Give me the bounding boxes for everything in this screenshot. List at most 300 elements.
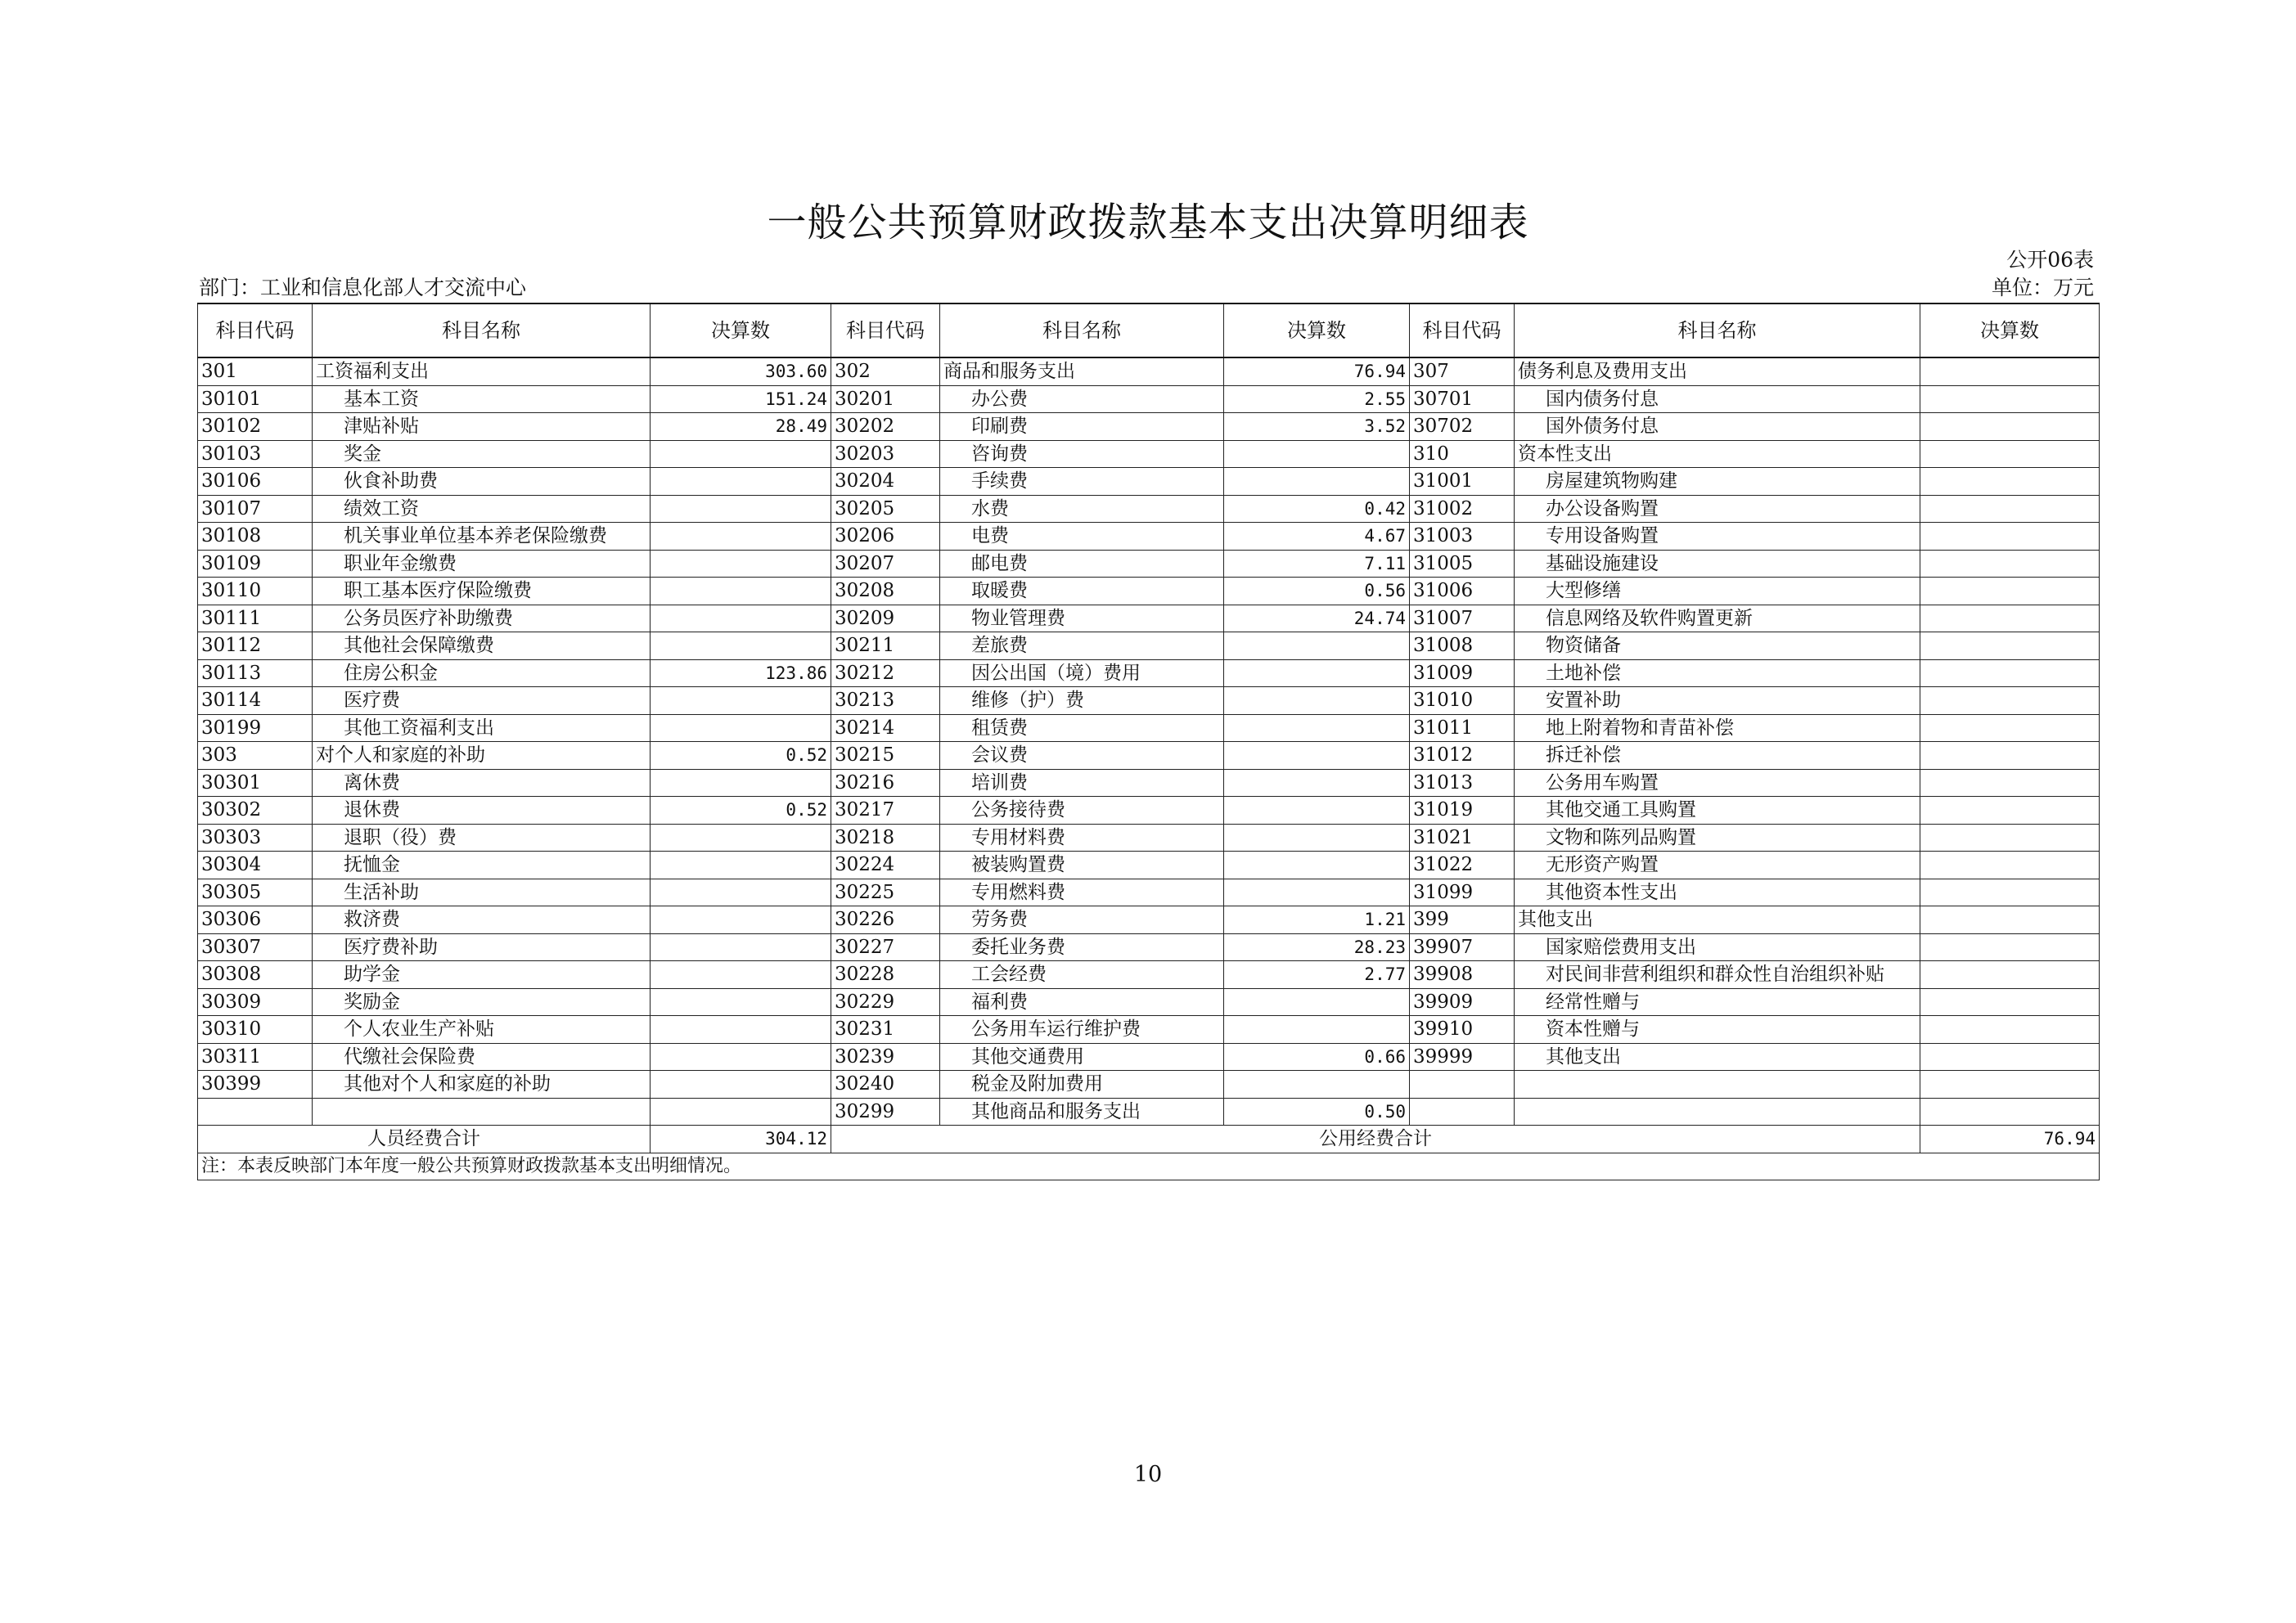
account-code-cell: 30205 xyxy=(831,495,940,523)
account-code-cell: 30306 xyxy=(198,906,313,934)
account-name-text: 绩效工资 xyxy=(344,497,419,519)
table-row xyxy=(198,769,2100,797)
account-name-cell xyxy=(940,1098,1224,1126)
account-code-cell: 31005 xyxy=(1410,550,1515,578)
account-name-text: 生活补助 xyxy=(344,881,419,903)
amount-cell xyxy=(1920,879,2100,906)
totals-row xyxy=(198,1126,2100,1153)
amount-cell xyxy=(651,714,831,742)
header-cell: 科目代码 xyxy=(831,303,940,357)
amount-cell: 4.67 xyxy=(1224,523,1410,551)
account-code-cell: 399 xyxy=(1410,906,1515,934)
account-name-text: 专用设备购置 xyxy=(1546,525,1659,547)
account-name-cell xyxy=(313,1043,651,1071)
account-name-text: 医疗费补助 xyxy=(344,936,438,958)
account-name-text: 资本性支出 xyxy=(1518,443,1612,465)
account-code-cell: 30215 xyxy=(831,742,940,770)
account-code-cell: 307 xyxy=(1410,357,1515,385)
account-name-text: 个人农业生产补贴 xyxy=(344,1018,494,1041)
amount-cell: 0.52 xyxy=(651,797,831,825)
header-cell: 科目代码 xyxy=(198,303,313,357)
amount-cell xyxy=(1224,1071,1410,1099)
account-code-cell: 30111 xyxy=(198,605,313,632)
amount-cell xyxy=(1920,632,2100,660)
table-row xyxy=(198,906,2100,934)
account-name-cell xyxy=(940,769,1224,797)
account-name-text: 国内债务付息 xyxy=(1546,388,1659,410)
table-row xyxy=(198,1043,2100,1071)
account-name-cell xyxy=(313,714,651,742)
account-name-cell xyxy=(1515,988,1920,1016)
account-code-cell: 31013 xyxy=(1410,769,1515,797)
account-name-text: 办公费 xyxy=(971,388,1028,410)
account-code-cell: 31022 xyxy=(1410,852,1515,879)
table-row xyxy=(198,605,2100,632)
personnel-total-value: 304.12 xyxy=(651,1126,831,1153)
amount-cell: 123.86 xyxy=(651,659,831,687)
amount-cell xyxy=(651,440,831,468)
account-code-cell: 30102 xyxy=(198,413,313,441)
account-name-cell xyxy=(940,385,1224,413)
account-name-cell xyxy=(1515,605,1920,632)
amount-cell xyxy=(651,1098,831,1126)
account-code-cell xyxy=(1410,1071,1515,1099)
table-row xyxy=(198,385,2100,413)
account-code-cell: 31010 xyxy=(1410,687,1515,715)
amount-cell: 28.23 xyxy=(1224,933,1410,961)
account-code-cell: 31011 xyxy=(1410,714,1515,742)
amount-cell xyxy=(1920,824,2100,852)
table-row xyxy=(198,1016,2100,1044)
amount-cell xyxy=(651,578,831,605)
table-row xyxy=(198,742,2100,770)
account-name-text: 房屋建筑物购建 xyxy=(1546,470,1677,492)
unit-label: 单位：万元 xyxy=(1991,276,2094,299)
header-cell: 决算数 xyxy=(1920,303,2100,357)
account-name-cell xyxy=(313,1016,651,1044)
account-code-cell: 31009 xyxy=(1410,659,1515,687)
account-name-cell xyxy=(313,550,651,578)
amount-cell xyxy=(1920,413,2100,441)
amount-cell: 28.49 xyxy=(651,413,831,441)
account-name-cell xyxy=(940,1071,1224,1099)
table-row xyxy=(198,632,2100,660)
account-name-cell xyxy=(940,357,1224,385)
account-name-cell xyxy=(1515,440,1920,468)
amount-cell xyxy=(1920,769,2100,797)
amount-cell xyxy=(1920,578,2100,605)
account-name-cell xyxy=(1515,495,1920,523)
account-name-cell xyxy=(1515,797,1920,825)
account-name-cell xyxy=(940,659,1224,687)
account-name-text: 职工基本医疗保险缴费 xyxy=(344,580,532,602)
account-name-text: 退休费 xyxy=(344,799,400,821)
amount-cell xyxy=(1224,1016,1410,1044)
table-row xyxy=(198,797,2100,825)
amount-cell xyxy=(1920,495,2100,523)
account-name-text: 租赁费 xyxy=(971,717,1028,739)
amount-cell xyxy=(1920,906,2100,934)
account-code-cell: 39909 xyxy=(1410,988,1515,1016)
account-name-cell xyxy=(940,1043,1224,1071)
account-name-cell xyxy=(1515,906,1920,934)
account-code-cell: 310 xyxy=(1410,440,1515,468)
account-name-text: 文物和陈列品购置 xyxy=(1546,826,1696,848)
account-code-cell: 30201 xyxy=(831,385,940,413)
account-name-cell xyxy=(1515,550,1920,578)
account-code-cell: 30299 xyxy=(831,1098,940,1126)
account-name-cell xyxy=(313,824,651,852)
account-name-text: 对民间非营利组织和群众性自治组织补贴 xyxy=(1546,964,1884,986)
amount-cell xyxy=(1920,797,2100,825)
account-code-cell: 30224 xyxy=(831,852,940,879)
table-row xyxy=(198,714,2100,742)
account-name-text: 机关事业单位基本养老保险缴费 xyxy=(344,525,607,547)
amount-cell xyxy=(1920,742,2100,770)
amount-cell xyxy=(651,523,831,551)
public-total-value: 76.94 xyxy=(1920,1126,2100,1153)
account-code-cell: 30226 xyxy=(831,906,940,934)
account-code-cell: 31002 xyxy=(1410,495,1515,523)
account-code-cell: 30203 xyxy=(831,440,940,468)
account-name-text: 公务用车购置 xyxy=(1546,771,1659,794)
amount-cell xyxy=(1920,385,2100,413)
amount-cell xyxy=(1224,742,1410,770)
account-name-text: 其他商品和服务支出 xyxy=(971,1100,1141,1122)
table-row xyxy=(198,824,2100,852)
account-code-cell: 30301 xyxy=(198,769,313,797)
account-name-cell xyxy=(1515,659,1920,687)
account-name-cell xyxy=(940,523,1224,551)
table-row xyxy=(198,1098,2100,1126)
table-row xyxy=(198,357,2100,385)
account-name-cell xyxy=(1515,1098,1920,1126)
account-name-text: 物业管理费 xyxy=(971,607,1065,629)
amount-cell xyxy=(651,468,831,496)
amount-cell xyxy=(1224,879,1410,906)
amount-cell xyxy=(651,687,831,715)
amount-cell: 0.52 xyxy=(651,742,831,770)
account-name-cell xyxy=(313,413,651,441)
account-code-cell: 30303 xyxy=(198,824,313,852)
account-code-cell: 30208 xyxy=(831,578,940,605)
account-name-text: 电费 xyxy=(971,525,1009,547)
account-code-cell: 30110 xyxy=(198,578,313,605)
account-name-text: 其他资本性支出 xyxy=(1546,881,1677,903)
account-name-cell xyxy=(940,988,1224,1016)
account-name-text: 住房公积金 xyxy=(344,662,438,684)
amount-cell xyxy=(1224,714,1410,742)
account-code-cell: 31006 xyxy=(1410,578,1515,605)
account-name-text: 信息网络及软件购置更新 xyxy=(1546,607,1753,629)
header-cell: 科目代码 xyxy=(1410,303,1515,357)
table-row xyxy=(198,852,2100,879)
personnel-total-label: 人员经费合计 xyxy=(198,1126,651,1153)
amount-cell xyxy=(651,1016,831,1044)
table-row xyxy=(198,523,2100,551)
account-name-text: 办公设备购置 xyxy=(1546,497,1659,519)
account-name-cell xyxy=(1515,1043,1920,1071)
account-name-cell xyxy=(940,714,1224,742)
amount-cell xyxy=(651,906,831,934)
account-code-cell: 30231 xyxy=(831,1016,940,1044)
account-name-text: 其他社会保障缴费 xyxy=(344,635,494,657)
account-name-text: 安置补助 xyxy=(1546,690,1621,712)
account-name-cell xyxy=(313,605,651,632)
account-name-text: 退职（役）费 xyxy=(344,826,457,848)
account-code-cell: 31008 xyxy=(1410,632,1515,660)
amount-cell xyxy=(1920,852,2100,879)
table-number: 公开06表 xyxy=(2006,248,2094,272)
account-name-text: 水费 xyxy=(971,497,1009,519)
amount-cell: 0.66 xyxy=(1224,1043,1410,1071)
amount-cell: 3.52 xyxy=(1224,413,1410,441)
account-code-cell: 30211 xyxy=(831,632,940,660)
account-code-cell: 30216 xyxy=(831,769,940,797)
account-name-cell xyxy=(1515,468,1920,496)
account-code-cell: 30206 xyxy=(831,523,940,551)
account-code-cell: 30107 xyxy=(198,495,313,523)
page-title: 一般公共预算财政拨款基本支出决算明细表 xyxy=(767,200,1529,245)
amount-cell: 2.55 xyxy=(1224,385,1410,413)
account-name-cell xyxy=(313,578,651,605)
account-name-cell xyxy=(940,440,1224,468)
account-name-text: 咨询费 xyxy=(971,443,1028,465)
amount-cell xyxy=(1920,605,2100,632)
account-name-cell xyxy=(940,495,1224,523)
table-note: 注：本表反映部门本年度一般公共预算财政拨款基本支出明细情况。 xyxy=(198,1153,2100,1180)
amount-cell xyxy=(651,961,831,989)
amount-cell xyxy=(651,495,831,523)
amount-cell xyxy=(1224,769,1410,797)
account-name-cell xyxy=(313,797,651,825)
account-name-text: 差旅费 xyxy=(971,635,1028,657)
account-name-text: 公务接待费 xyxy=(971,799,1065,821)
account-name-text: 物资储备 xyxy=(1546,635,1621,657)
account-name-cell xyxy=(1515,523,1920,551)
account-name-cell xyxy=(313,1071,651,1099)
amount-cell xyxy=(1920,1071,2100,1099)
account-name-cell xyxy=(313,687,651,715)
account-name-text: 培训费 xyxy=(971,771,1028,794)
account-name-text: 印刷费 xyxy=(971,416,1028,438)
account-code-cell: 30213 xyxy=(831,687,940,715)
account-code-cell: 31001 xyxy=(1410,468,1515,496)
account-name-text: 职业年金缴费 xyxy=(344,552,457,574)
account-code-cell: 30229 xyxy=(831,988,940,1016)
account-name-cell xyxy=(313,933,651,961)
account-code-cell: 30311 xyxy=(198,1043,313,1071)
account-code-cell: 30302 xyxy=(198,797,313,825)
account-name-cell xyxy=(1515,385,1920,413)
account-name-cell xyxy=(940,578,1224,605)
account-code-cell: 303 xyxy=(198,742,313,770)
account-name-text: 其他交通工具购置 xyxy=(1546,799,1696,821)
account-name-text: 奖金 xyxy=(344,443,381,465)
account-code-cell: 30113 xyxy=(198,659,313,687)
account-name-text: 经常性赠与 xyxy=(1546,991,1640,1013)
account-code-cell: 30701 xyxy=(1410,385,1515,413)
account-name-text: 其他支出 xyxy=(1518,909,1593,931)
amount-cell: 2.77 xyxy=(1224,961,1410,989)
account-name-cell xyxy=(940,879,1224,906)
amount-cell xyxy=(1224,824,1410,852)
account-name-cell xyxy=(313,1098,651,1126)
account-name-cell xyxy=(940,413,1224,441)
account-name-cell xyxy=(1515,714,1920,742)
header-cell: 决算数 xyxy=(651,303,831,357)
account-name-text: 土地补偿 xyxy=(1546,662,1621,684)
account-name-cell xyxy=(1515,1016,1920,1044)
account-name-text: 税金及附加费用 xyxy=(971,1073,1103,1095)
account-name-cell xyxy=(940,468,1224,496)
account-name-text: 专用材料费 xyxy=(971,826,1065,848)
account-name-text: 其他工资福利支出 xyxy=(344,717,494,739)
table-row xyxy=(198,988,2100,1016)
header-cell: 科目名称 xyxy=(940,303,1224,357)
account-name-text: 因公出国（境）费用 xyxy=(971,662,1141,684)
account-name-cell xyxy=(1515,742,1920,770)
account-code-cell: 31003 xyxy=(1410,523,1515,551)
account-name-cell xyxy=(313,879,651,906)
account-code-cell: 30103 xyxy=(198,440,313,468)
amount-cell xyxy=(651,852,831,879)
account-name-cell xyxy=(313,440,651,468)
account-name-cell xyxy=(1515,933,1920,961)
account-name-cell xyxy=(940,742,1224,770)
account-name-cell xyxy=(940,632,1224,660)
account-code-cell: 30204 xyxy=(831,468,940,496)
account-name-cell xyxy=(313,495,651,523)
account-name-text: 其他交通费用 xyxy=(971,1045,1084,1068)
account-name-text: 助学金 xyxy=(344,964,400,986)
account-code-cell: 31099 xyxy=(1410,879,1515,906)
department-label: 部门：工业和信息化部人才交流中心 xyxy=(199,276,527,299)
account-name-cell xyxy=(940,605,1224,632)
amount-cell xyxy=(1920,659,2100,687)
amount-cell: 0.42 xyxy=(1224,495,1410,523)
account-name-text: 无形资产购置 xyxy=(1546,854,1659,876)
account-name-cell xyxy=(313,852,651,879)
account-name-cell xyxy=(313,659,651,687)
account-code-cell: 30101 xyxy=(198,385,313,413)
account-name-text: 医疗费 xyxy=(344,690,400,712)
amount-cell: 1.21 xyxy=(1224,906,1410,934)
table-row xyxy=(198,1071,2100,1099)
amount-cell xyxy=(1920,468,2100,496)
table-row xyxy=(198,933,2100,961)
account-code-cell: 31019 xyxy=(1410,797,1515,825)
account-name-text: 代缴社会保险费 xyxy=(344,1045,475,1068)
account-name-cell xyxy=(313,742,651,770)
account-code-cell: 30209 xyxy=(831,605,940,632)
amount-cell xyxy=(1224,632,1410,660)
amount-cell xyxy=(651,824,831,852)
account-name-text: 会议费 xyxy=(971,744,1028,767)
account-name-text: 奖励金 xyxy=(344,991,400,1013)
account-name-text: 邮电费 xyxy=(971,552,1028,574)
account-name-cell xyxy=(313,988,651,1016)
account-code-cell: 30114 xyxy=(198,687,313,715)
account-name-text: 专用燃料费 xyxy=(971,881,1065,903)
account-name-cell xyxy=(940,824,1224,852)
account-code-cell: 31021 xyxy=(1410,824,1515,852)
account-name-cell xyxy=(313,357,651,385)
table-row xyxy=(198,961,2100,989)
account-name-text: 离休费 xyxy=(344,771,400,794)
amount-cell xyxy=(651,550,831,578)
account-name-cell xyxy=(1515,879,1920,906)
amount-cell: 0.50 xyxy=(1224,1098,1410,1126)
table-row xyxy=(198,440,2100,468)
header-cell: 科目名称 xyxy=(313,303,651,357)
amount-cell xyxy=(1920,687,2100,715)
account-name-cell xyxy=(313,906,651,934)
page-number: 10 xyxy=(1133,1462,1163,1487)
amount-cell xyxy=(1224,687,1410,715)
account-code-cell: 30202 xyxy=(831,413,940,441)
account-code-cell: 30309 xyxy=(198,988,313,1016)
table-row xyxy=(198,495,2100,523)
amount-cell xyxy=(651,933,831,961)
account-code-cell: 30214 xyxy=(831,714,940,742)
amount-cell xyxy=(1224,797,1410,825)
amount-cell: 151.24 xyxy=(651,385,831,413)
account-name-cell xyxy=(940,933,1224,961)
amount-cell xyxy=(1920,1043,2100,1071)
amount-cell xyxy=(1224,659,1410,687)
account-code-cell: 30207 xyxy=(831,550,940,578)
account-code-cell: 30228 xyxy=(831,961,940,989)
account-name-cell xyxy=(1515,769,1920,797)
table-row xyxy=(198,659,2100,687)
account-name-text: 国家赔偿费用支出 xyxy=(1546,936,1696,958)
table-row xyxy=(198,578,2100,605)
account-code-cell: 39999 xyxy=(1410,1043,1515,1071)
account-name-text: 其他对个人和家庭的补助 xyxy=(344,1073,551,1095)
account-name-cell xyxy=(313,961,651,989)
account-code-cell: 30217 xyxy=(831,797,940,825)
amount-cell xyxy=(651,1043,831,1071)
amount-cell xyxy=(651,1071,831,1099)
account-name-cell xyxy=(1515,1071,1920,1099)
account-name-cell xyxy=(940,852,1224,879)
amount-cell xyxy=(1920,714,2100,742)
amount-cell xyxy=(1920,440,2100,468)
account-code-cell: 30225 xyxy=(831,879,940,906)
account-code-cell: 30240 xyxy=(831,1071,940,1099)
amount-cell: 24.74 xyxy=(1224,605,1410,632)
account-name-text: 委托业务费 xyxy=(971,936,1065,958)
account-name-text: 抚恤金 xyxy=(344,854,400,876)
account-name-cell xyxy=(1515,413,1920,441)
account-code-cell: 30239 xyxy=(831,1043,940,1071)
amount-cell xyxy=(1920,523,2100,551)
expenditure-table xyxy=(197,303,2100,1180)
account-code-cell: 39907 xyxy=(1410,933,1515,961)
amount-cell xyxy=(651,632,831,660)
amount-cell xyxy=(1224,468,1410,496)
account-code-cell: 30399 xyxy=(198,1071,313,1099)
table-row xyxy=(198,413,2100,441)
account-name-cell xyxy=(313,385,651,413)
account-code-cell: 30199 xyxy=(198,714,313,742)
amount-cell xyxy=(1920,933,2100,961)
account-name-text: 商品和服务支出 xyxy=(943,361,1075,383)
account-name-text: 维修（护）费 xyxy=(971,690,1084,712)
table-row xyxy=(198,468,2100,496)
account-name-text: 对个人和家庭的补助 xyxy=(316,744,485,767)
